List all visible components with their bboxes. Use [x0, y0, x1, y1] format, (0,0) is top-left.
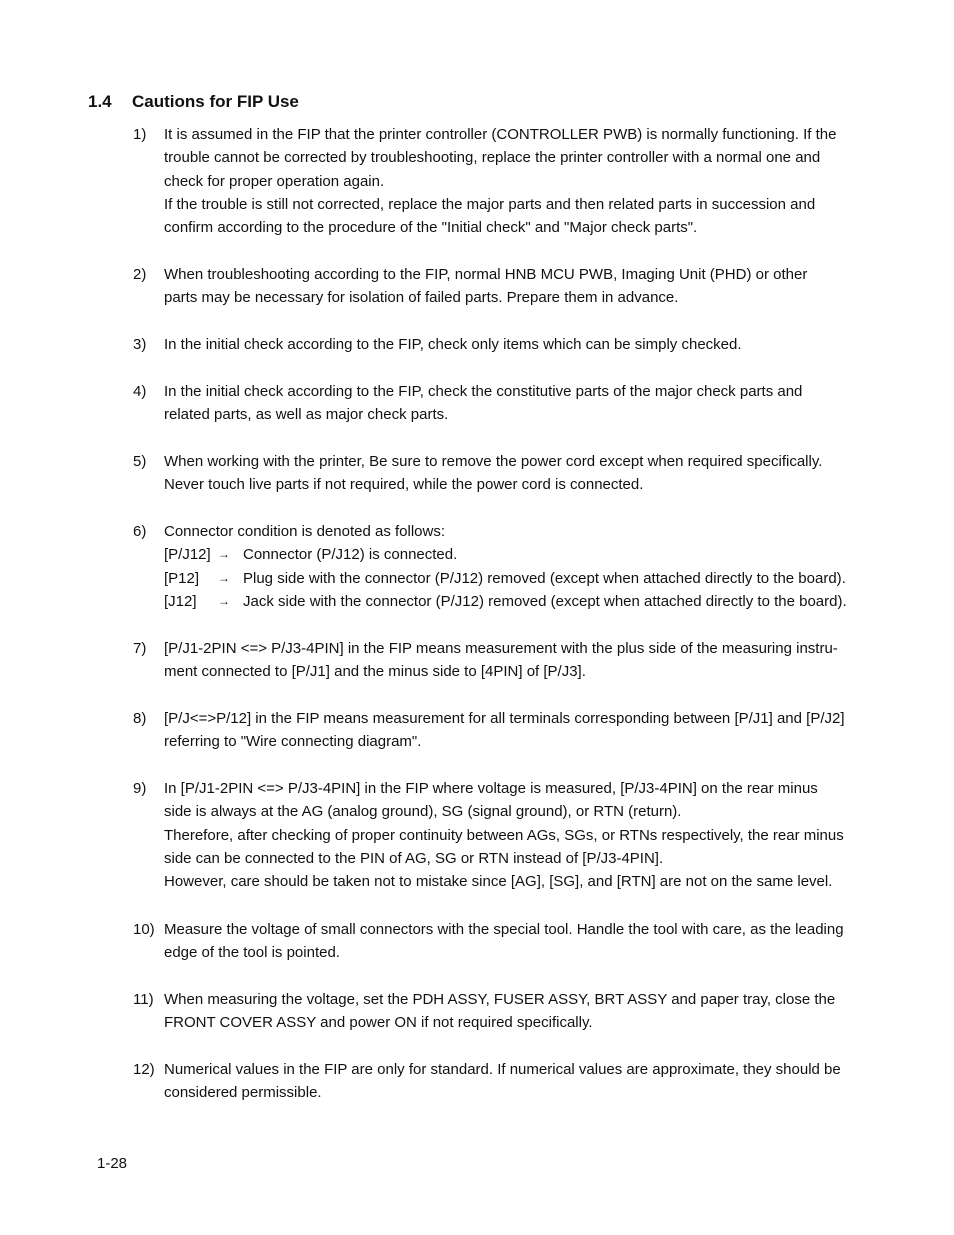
- item-line: Connector condition is denoted as follows:: [164, 523, 446, 540]
- list-item: [133, 333, 873, 356]
- item-number: 7): [133, 640, 147, 657]
- item-line: When measuring the voltage, set the PDH ASSY, FUSER ASSY, BRT ASSY and paper tray, close the: [164, 991, 836, 1008]
- item-line: In [P/J1-2PIN <=> P/J3-4PIN] in the FIP where voltage is measured, [P/J3-4PIN] on the rear minus: [164, 780, 818, 797]
- item-line: confirm according to the procedure of the "Initial check" and "Major check parts".: [164, 219, 698, 237]
- item-line: parts may be necessary for isolation of failed parts. Prepare them in advance.: [164, 289, 679, 307]
- item-number: 11): [133, 991, 154, 1008]
- list-item: [133, 450, 873, 497]
- item-number: 4): [133, 383, 147, 400]
- list-item: [133, 918, 873, 965]
- right-arrow-icon: →: [218, 547, 230, 562]
- item-body: [164, 450, 873, 497]
- list-item: [133, 777, 873, 893]
- list-item: [133, 123, 873, 239]
- section-number: 1.4: [88, 92, 112, 111]
- list-item: [133, 263, 873, 310]
- item-line: FRONT COVER ASSY and power ON if not required specifically.: [164, 1014, 593, 1032]
- item-number: 10): [133, 921, 155, 938]
- item-number: 8): [133, 710, 147, 727]
- item-line: related parts, as well as major check parts.: [164, 406, 449, 424]
- item-number: 9): [133, 780, 147, 797]
- connector-row: [164, 567, 873, 590]
- item-body: [164, 380, 873, 427]
- right-arrow-icon: →: [218, 593, 230, 608]
- item-body: [164, 707, 873, 754]
- connector-description: Jack side with the connector (P/J12) removed (except when attached directly to the board).: [243, 592, 847, 610]
- item-line: check for proper operation again.: [164, 172, 385, 190]
- item-line: Numerical values in the FIP are only for standard. If numerical values are approximate, they should be: [164, 1061, 841, 1078]
- item-line: However, care should be taken not to mistake since [AG], [SG], and [RTN] are not on the same level.: [164, 873, 833, 891]
- item-number: 1): [133, 126, 147, 143]
- item-line: Therefore, after checking of proper continuity between AGs, SGs, or RTNs respectively, the rear minus: [164, 826, 844, 844]
- item-number: 6): [133, 523, 147, 540]
- page-number: 1-28: [97, 1155, 128, 1172]
- item-number: 5): [133, 453, 147, 470]
- item-body: [164, 777, 873, 893]
- item-body: [164, 520, 873, 613]
- item-line: side is always at the AG (analog ground), SG (signal ground), or RTN (return).: [164, 803, 682, 821]
- item-line: side can be connected to the PIN of AG, SG or RTN instead of [P/J3-4PIN].: [164, 849, 664, 867]
- connector-code: [P12]: [164, 569, 200, 587]
- item-number: 12): [133, 1061, 155, 1078]
- item-number: 3): [133, 336, 147, 353]
- list-item: [133, 988, 873, 1035]
- list-item: [133, 707, 873, 754]
- item-line: If the trouble is still not corrected, replace the major parts and then related parts in succession and: [164, 195, 816, 213]
- section-heading: [88, 92, 299, 112]
- item-line: referring to "Wire connecting diagram".: [164, 733, 422, 751]
- item-line: [P/J<=>P/12] in the FIP means measurement for all terminals corresponding between [P/J1] and [P/J2]: [164, 710, 845, 727]
- item-body: [164, 918, 873, 965]
- list-item: [133, 520, 873, 613]
- connector-row: [164, 590, 873, 613]
- item-line: Never touch live parts if not required, while the power cord is connected.: [164, 476, 644, 494]
- right-arrow-icon: →: [218, 570, 230, 585]
- item-line: In the initial check according to the FIP, check only items which can be simply checked.: [164, 336, 742, 353]
- item-body: [164, 1058, 873, 1105]
- item-line: edge of the tool is pointed.: [164, 944, 340, 962]
- connector-code: [J12]: [164, 592, 197, 610]
- item-line: trouble cannot be corrected by troubleshooting, replace the printer controller with a normal one and: [164, 149, 821, 167]
- section-title: Cautions for FIP Use: [132, 92, 299, 111]
- connector-code: [P/J12]: [164, 546, 211, 564]
- item-line: Measure the voltage of small connectors with the special tool. Handle the tool with care, as the leading: [164, 921, 844, 938]
- item-line: ment connected to [P/J1] and the minus side to [4PIN] of [P/J3].: [164, 663, 586, 681]
- item-line: When working with the printer, Be sure to remove the power cord except when required specifically.: [164, 453, 823, 470]
- item-line: It is assumed in the FIP that the printer controller (CONTROLLER PWB) is normally functioning. If the: [164, 126, 837, 143]
- connector-row: [164, 543, 873, 566]
- item-body: [164, 263, 873, 310]
- item-line: [P/J1-2PIN <=> P/J3-4PIN] in the FIP means measurement with the plus side of the measuring instru-: [164, 640, 838, 657]
- list-item: [133, 1058, 873, 1105]
- item-line: considered permissible.: [164, 1084, 322, 1102]
- connector-description: Connector (P/J12) is connected.: [243, 546, 458, 564]
- list-item: [133, 637, 873, 684]
- list-item: [133, 380, 873, 427]
- connector-description: Plug side with the connector (P/J12) removed (except when attached directly to the board).: [243, 569, 846, 587]
- item-body: [164, 333, 873, 356]
- item-line: In the initial check according to the FIP, check the constitutive parts of the major check parts and: [164, 383, 803, 400]
- item-line: When troubleshooting according to the FIP, normal HNB MCU PWB, Imaging Unit (PHD) or other: [164, 266, 808, 283]
- item-body: [164, 988, 873, 1035]
- item-body: [164, 637, 873, 684]
- item-number: 2): [133, 266, 147, 283]
- item-body: [164, 123, 873, 239]
